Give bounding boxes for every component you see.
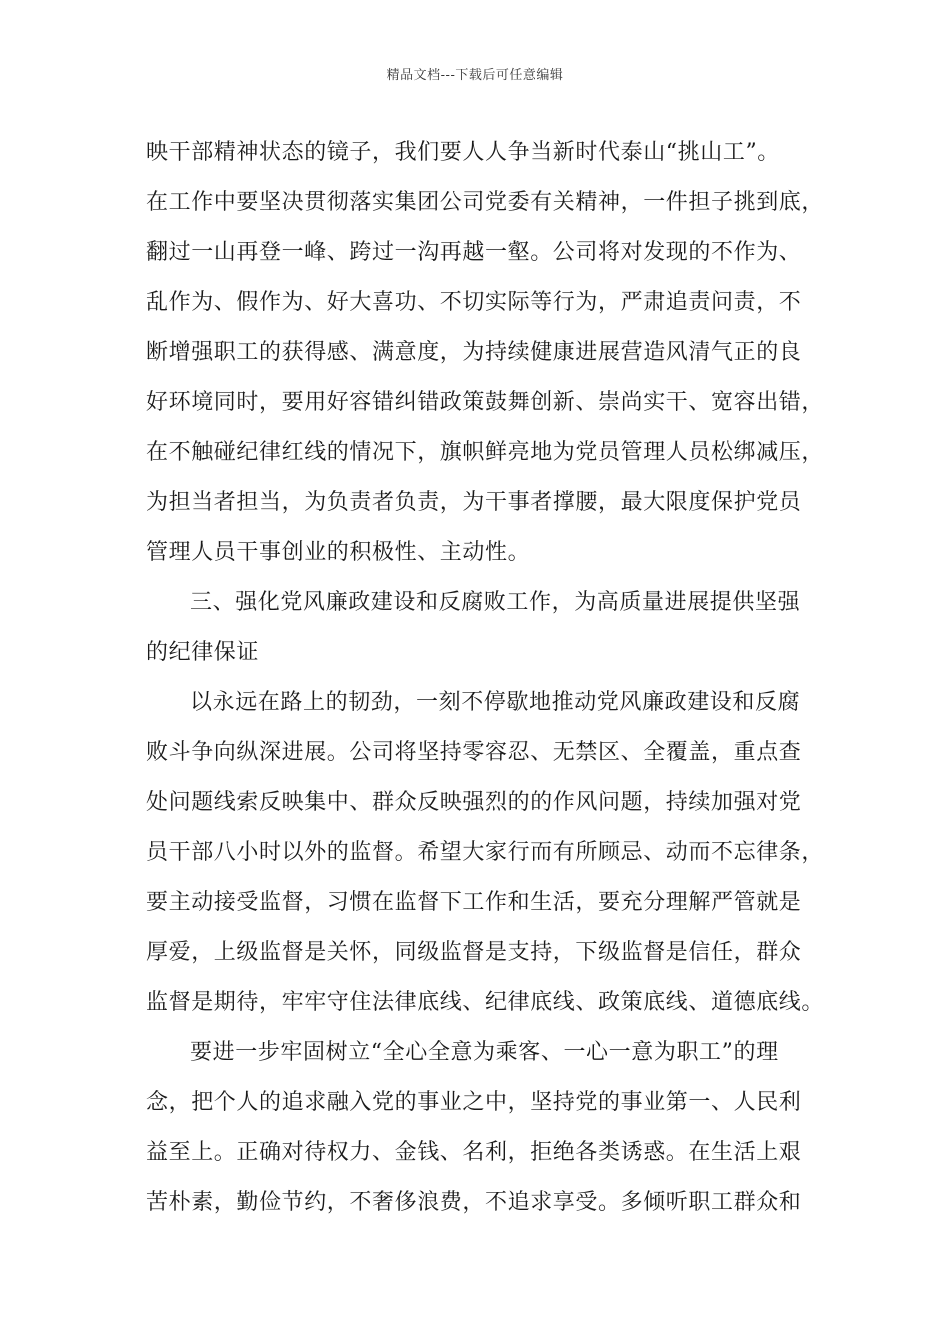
- text-line: 为担当者担当，为负责者负责，为干事者撑腰，最大限度保护党员: [146, 490, 802, 515]
- text-line: 翻过一山再登一峰、跨过一沟再越一壑。公司将对发现的不作为、: [146, 240, 802, 265]
- text-line: 念，把个人的追求融入党的事业之中，坚持党的事业第一、人民利: [146, 1090, 802, 1115]
- text-line: 在不触碰纪律红线的情况下，旗帜鲜亮地为党员管理人员松绑减压，: [146, 440, 825, 465]
- text-line: 管理人员干事创业的积极性、主动性。: [146, 540, 531, 565]
- document-body: [146, 128, 826, 1228]
- text-line: 断增强职工的获得感、满意度，为持续健康进展营造风清气正的良: [146, 340, 802, 365]
- text-line: 败斗争向纵深进展。公司将坚持零容忍、无禁区、全覆盖，重点查: [146, 740, 802, 765]
- text-line: 要主动接受监督，习惯在监督下工作和生活，要充分理解严管就是: [146, 890, 802, 915]
- text-line: 员干部八小时以外的监督。希望大家行而有所顾忌、动而不忘律条，: [146, 840, 825, 865]
- text-line: 好环境同时，要用好容错纠错政策鼓舞创新、崇尚实干、宽容出错，: [146, 390, 825, 415]
- text-line: 苦朴素，勤俭节约，不奢侈浪费，不追求享受。多倾听职工群众和: [146, 1190, 802, 1215]
- section-heading-line: 的纪律保证: [146, 640, 260, 665]
- text-line: 处问题线索反映集中、群众反映强烈的的作风问题，持续加强对党: [146, 790, 802, 815]
- text-line: 监督是期待，牢牢守住法律底线、纪律底线、政策底线、道德底线。: [146, 990, 825, 1015]
- text-line: 以永远在路上的韧劲，一刻不停歇地推动党风廉政建设和反腐: [190, 690, 801, 715]
- text-line: 要进一步牢固树立“全心全意为乘客、一心一意为职工”的理: [190, 1040, 779, 1065]
- text-line: 在工作中要坚决贯彻落实集团公司党委有关精神，一件担子挑到底，: [146, 190, 825, 215]
- text-line: 益至上。正确对待权力、金钱、名利，拒绝各类诱惑。在生活上艰: [146, 1140, 802, 1165]
- section-heading-line: 三、强化党风廉政建设和反腐败工作，为高质量进展提供坚强: [190, 590, 801, 615]
- text-line: 映干部精神状态的镜子，我们要人人争当新时代泰山“挑山工”。: [146, 140, 780, 165]
- page-header: 精品文档---下载后可任意编辑: [386, 68, 564, 83]
- text-line: 厚爱，上级监督是关怀，同级监督是支持，下级监督是信任，群众: [146, 940, 802, 965]
- text-line: 乱作为、假作为、好大喜功、不切实际等行为，严肃追责问责，不: [146, 290, 802, 315]
